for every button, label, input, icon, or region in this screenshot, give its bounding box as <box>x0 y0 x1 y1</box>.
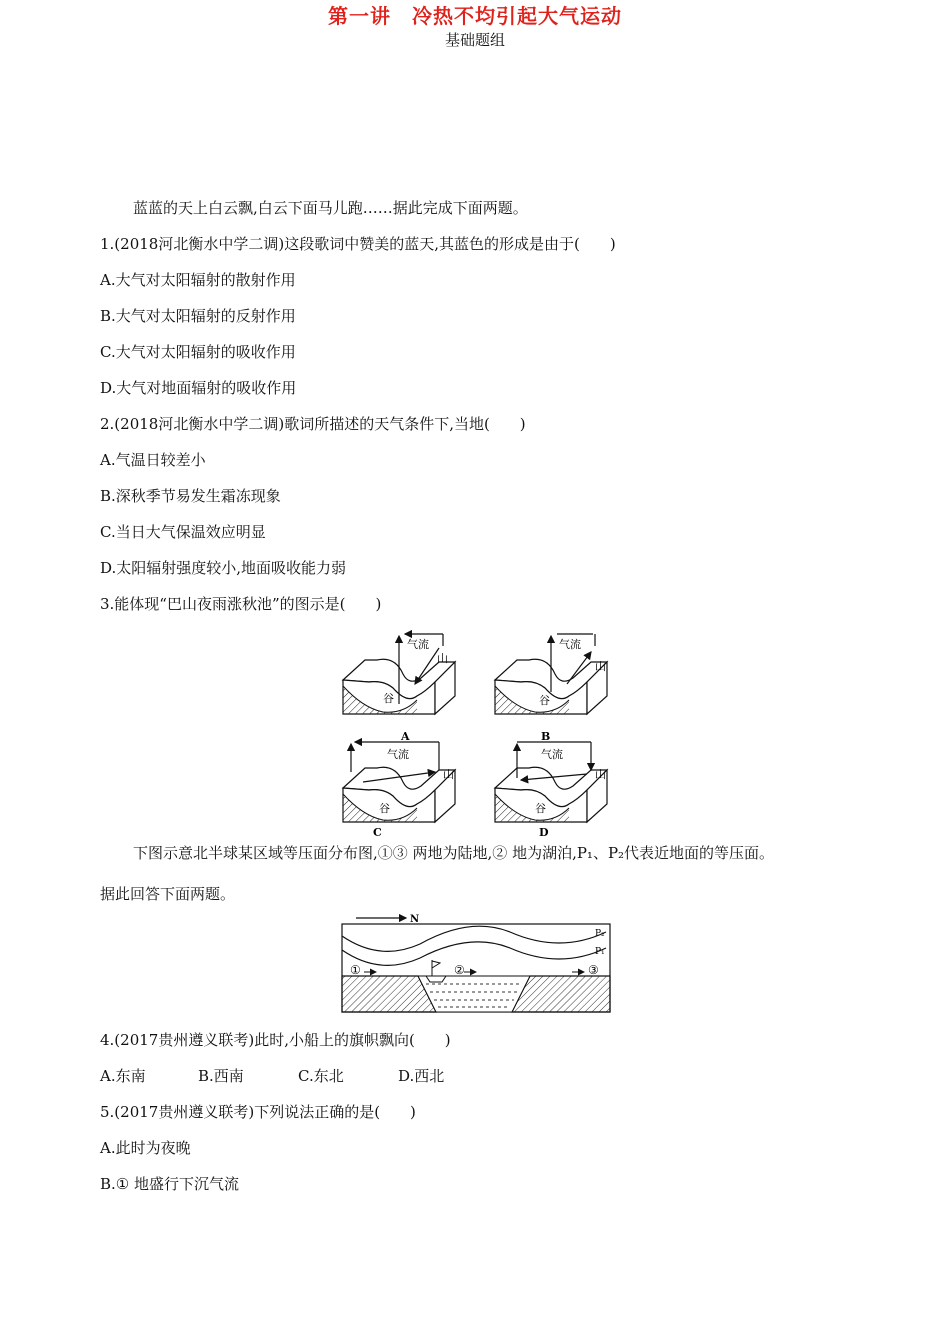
question-2-stem: 2.(2018河北衡水中学二调)歌词所描述的天气条件下,当地( ) <box>100 415 526 433</box>
question-5-option-a: A.此时为夜晚 <box>100 1139 191 1157</box>
panel-b-label: B <box>541 730 551 743</box>
panel-a-valley-label: 谷 <box>383 692 394 705</box>
p1-label: P₁ <box>595 947 605 957</box>
panel-a-mountain-label: 山 <box>437 652 448 665</box>
section-subtitle: 基础题组 <box>444 31 505 49</box>
panel-c-valley-label: 谷 <box>379 802 390 815</box>
site-3-label: ③ <box>588 963 599 977</box>
panel-a-diagram <box>343 634 455 743</box>
panel-c-label: C <box>373 826 382 839</box>
question-4-option-a: A.东南 <box>100 1067 146 1085</box>
question-1-stem: 1.(2018河北衡水中学二调)这段歌词中赞美的蓝天,其蓝色的形成是由于( ) <box>100 235 616 253</box>
question-3-stem: 3.能体现“巴山夜雨涨秋池”的图示是( ) <box>100 595 382 613</box>
panel-a-label: A <box>401 730 410 743</box>
question-2-option-d: D.太阳辐射强度较小,地面吸收能力弱 <box>100 559 347 577</box>
question-1-option-b: B.大气对太阳辐射的反射作用 <box>100 307 296 325</box>
panel-d-valley-label: 谷 <box>535 802 546 815</box>
question-2-option-b: B.深秋季节易发生霜冻现象 <box>100 487 281 505</box>
question-5-stem: 5.(2017贵州遵义联考)下列说法正确的是( ) <box>100 1103 416 1121</box>
isobar-figure <box>340 910 620 1014</box>
panel-b-diagram <box>495 634 607 743</box>
question-1-option-a: A.大气对太阳辐射的散射作用 <box>100 271 296 289</box>
question-4-option-b: B.西南 <box>198 1067 244 1085</box>
intro-paragraph-1: 蓝蓝的天上白云飘,白云下面马儿跑……据此完成下面两题。 <box>133 199 528 217</box>
north-label: N <box>410 914 420 925</box>
p2-label: P₂ <box>595 929 605 939</box>
question-5-option-b: B.① 地盛行下沉气流 <box>100 1175 240 1193</box>
site-2-label: ② <box>454 963 465 977</box>
panel-c-flow-label: 气流 <box>387 748 409 761</box>
question-4-option-c: C.东北 <box>298 1067 344 1085</box>
panel-d-mountain-label: 山 <box>595 768 606 781</box>
panel-c-diagram <box>343 742 455 839</box>
panel-c-mountain-label: 山 <box>443 768 454 781</box>
question-1-option-d: D.大气对地面辐射的吸收作用 <box>100 379 297 397</box>
panel-d-flow-label: 气流 <box>541 748 563 761</box>
question-2-option-a: A.气温日较差小 <box>100 451 206 469</box>
panel-b-flow-label: 气流 <box>559 638 581 651</box>
panel-d-label: D <box>539 826 549 839</box>
site-1-label: ① <box>350 963 361 977</box>
panel-a-flow-label: 气流 <box>407 638 429 651</box>
question-4-stem: 4.(2017贵州遵义联考)此时,小船上的旗帜飘向( ) <box>100 1031 451 1049</box>
question-4-option-d: D.西北 <box>398 1067 445 1085</box>
intro-paragraph-2-line-2: 据此回答下面两题。 <box>100 885 236 903</box>
panel-b-valley-label: 谷 <box>539 694 550 707</box>
question-1-option-c: C.大气对太阳辐射的吸收作用 <box>100 343 296 361</box>
panel-d-diagram <box>495 742 607 839</box>
question-2-option-c: C.当日大气保温效应明显 <box>100 523 266 541</box>
panel-b-mountain-label: 山 <box>595 660 606 673</box>
intro-paragraph-2-line-1: 下图示意北半球某区域等压面分布图,①③ 两地为陆地,② 地为湖泊,P₁、P₂代表近地面的等压面。 <box>133 844 775 862</box>
valley-wind-figure <box>0 616 950 846</box>
page-title: 第一讲 冷热不均引起大气运动 <box>328 4 622 28</box>
